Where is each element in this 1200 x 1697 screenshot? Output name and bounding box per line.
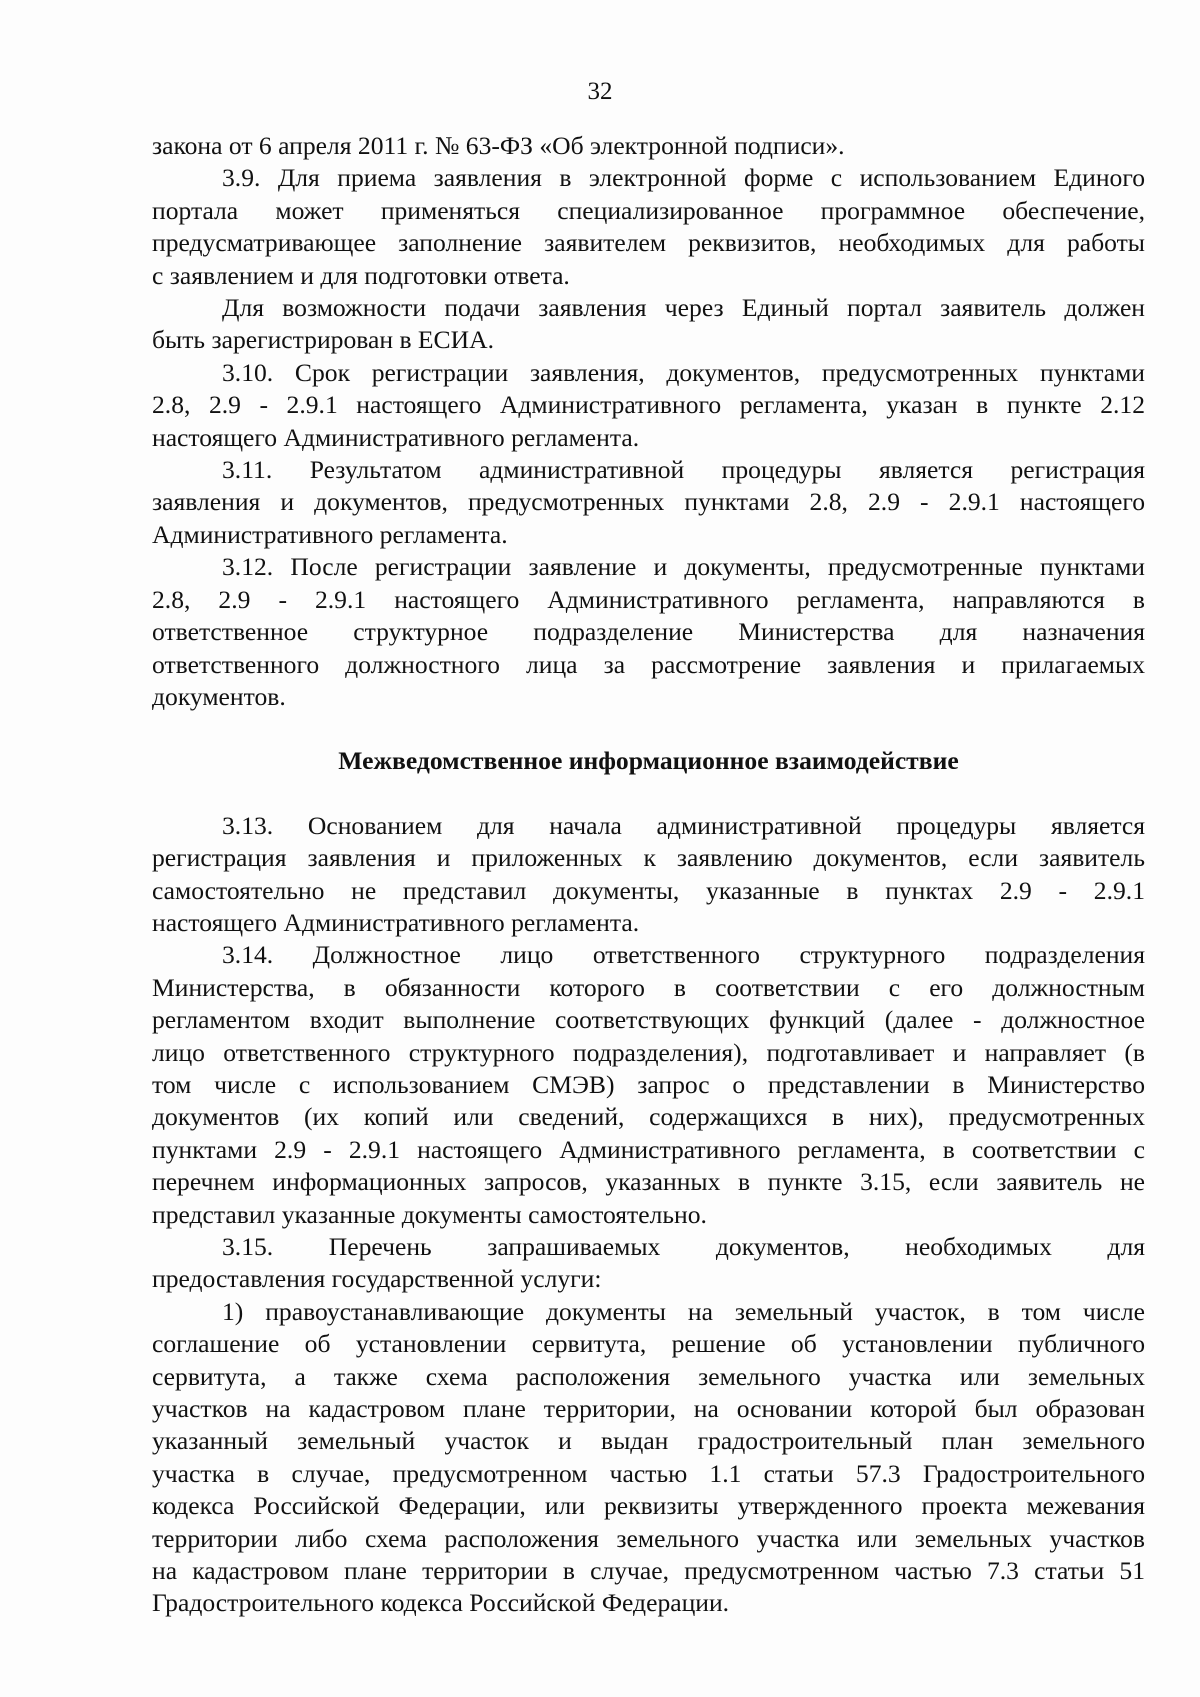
text-line: предоставления государственной услуги: xyxy=(152,1264,602,1294)
text-line: соглашение об установлении сервитута, решение об установлении публичного xyxy=(152,1329,1145,1359)
text-line: закона от 6 апреля 2011 г. № 63-ФЗ «Об электронной подписи». xyxy=(152,131,845,160)
text-line: представил указанные документы самостоятельно. xyxy=(152,1199,707,1229)
text-line: 3.13. Основанием для начала административной процедуры является xyxy=(222,810,1145,840)
paragraph-p4 xyxy=(152,454,1145,551)
text-line: территории либо схема расположения земельного участка или земельных участков xyxy=(152,1523,1145,1553)
text-line: с заявлением и для подготовки ответа. xyxy=(152,260,570,290)
text-line: участков на кадастровом плане территории, на основании которой был образован xyxy=(152,1394,1145,1424)
text-line: портала может применяться специализированное программное обеспечение, xyxy=(152,195,1145,225)
text-line: настоящего Административного регламента. xyxy=(152,907,640,937)
text-line: участка в случае, предусмотренном частью 1.1 статьи 57.3 Градостроительного xyxy=(152,1458,1145,1488)
text-line: лицо ответственного структурного подразделения), подготавливает и направляет (в xyxy=(152,1037,1145,1067)
paragraph-p8 xyxy=(152,1231,1145,1296)
paragraph-p7 xyxy=(152,939,1145,1231)
paragraphs-after-heading xyxy=(152,810,1145,1620)
text-line: том числе с использованием СМЭВ) запрос о представлении в Министерство xyxy=(152,1069,1145,1099)
text-line: регламентом входит выполнение соответствующих функций (далее - должностное xyxy=(152,1005,1145,1035)
text-line: 3.14. Должностное лицо ответственного структурного подразделения xyxy=(222,940,1145,970)
text-line: 2.8, 2.9 - 2.9.1 настоящего Административного регламента, указан в пункте 2.12 xyxy=(152,390,1145,420)
paragraph-p3 xyxy=(152,357,1145,454)
text-line: ответственного должностного лица за рассмотрение заявления и прилагаемых xyxy=(152,649,1145,679)
text-line: 3.9. Для приема заявления в электронной форме с использованием Единого xyxy=(222,163,1145,193)
paragraphs-before-heading xyxy=(152,130,1145,713)
paragraph-p2 xyxy=(152,292,1145,357)
text-line: заявления и документов, предусмотренных пунктами 2.8, 2.9 - 2.9.1 настоящего xyxy=(152,487,1145,517)
text-line: Градостроительного кодекса Российской Федерации. xyxy=(152,1588,730,1618)
text-line: 1) правоустанавливающие документы на земельный участок, в том числе xyxy=(222,1296,1145,1326)
paragraph-p9 xyxy=(152,1296,1145,1620)
text-line: 2.8, 2.9 - 2.9.1 настоящего Административного регламента, направляются в xyxy=(152,584,1145,614)
paragraph-p0 xyxy=(152,130,1145,162)
text-line: указанный земельный участок и выдан градостроительный план земельного xyxy=(152,1426,1145,1456)
text-line: кодекса Российской Федерации, или реквизиты утвержденного проекта межевания xyxy=(152,1491,1145,1521)
text-line: Министерства, в обязанности которого в соответствии с его должностным xyxy=(152,972,1145,1002)
text-line: документов. xyxy=(152,681,286,711)
paragraph-p5 xyxy=(152,551,1145,713)
paragraph-p1 xyxy=(152,162,1145,292)
text-line: предусматривающее заполнение заявителем реквизитов, необходимых для работы xyxy=(152,228,1145,258)
page-number: 32 xyxy=(587,78,613,105)
text-line: на кадастровом плане территории в случае, предусмотренном частью 7.3 статьи 51 xyxy=(152,1556,1145,1586)
text-line: сервитута, а также схема расположения земельного участка или земельных xyxy=(152,1361,1145,1391)
text-line: документов (их копий или сведений, содержащихся в них), предусмотренных xyxy=(152,1102,1145,1132)
text-line: регистрация заявления и приложенных к заявлению документов, если заявитель xyxy=(152,843,1145,873)
text-line: Административного регламента. xyxy=(152,519,508,549)
text-line: 3.11. Результатом административной процедуры является регистрация xyxy=(222,455,1145,485)
text-line: пунктами 2.9 - 2.9.1 настоящего Административного регламента, в соответствии с xyxy=(152,1134,1145,1164)
section-heading: Межведомственное информационное взаимодействие xyxy=(338,746,959,776)
text-line: 3.15. Перечень запрашиваемых документов, необходимых для xyxy=(222,1232,1145,1261)
text-line: самостоятельно не представил документы, указанные в пунктах 2.9 - 2.9.1 xyxy=(152,875,1145,905)
text-line: ответственное структурное подразделение Министерства для назначения xyxy=(152,617,1145,647)
text-line: Для возможности подачи заявления через Единый портал заявитель должен xyxy=(222,293,1145,323)
text-line: настоящего Административного регламента. xyxy=(152,422,640,452)
paragraph-p6 xyxy=(152,810,1145,940)
text-line: перечнем информационных запросов, указанных в пункте 3.15, если заявитель не xyxy=(152,1167,1145,1197)
text-line: быть зарегистрирован в ЕСИА. xyxy=(152,325,494,355)
text-line: 3.12. После регистрации заявление и документы, предусмотренные пунктами xyxy=(222,552,1145,582)
document-body xyxy=(152,130,1145,1620)
text-line: 3.10. Срок регистрации заявления, документов, предусмотренных пунктами xyxy=(222,357,1145,387)
